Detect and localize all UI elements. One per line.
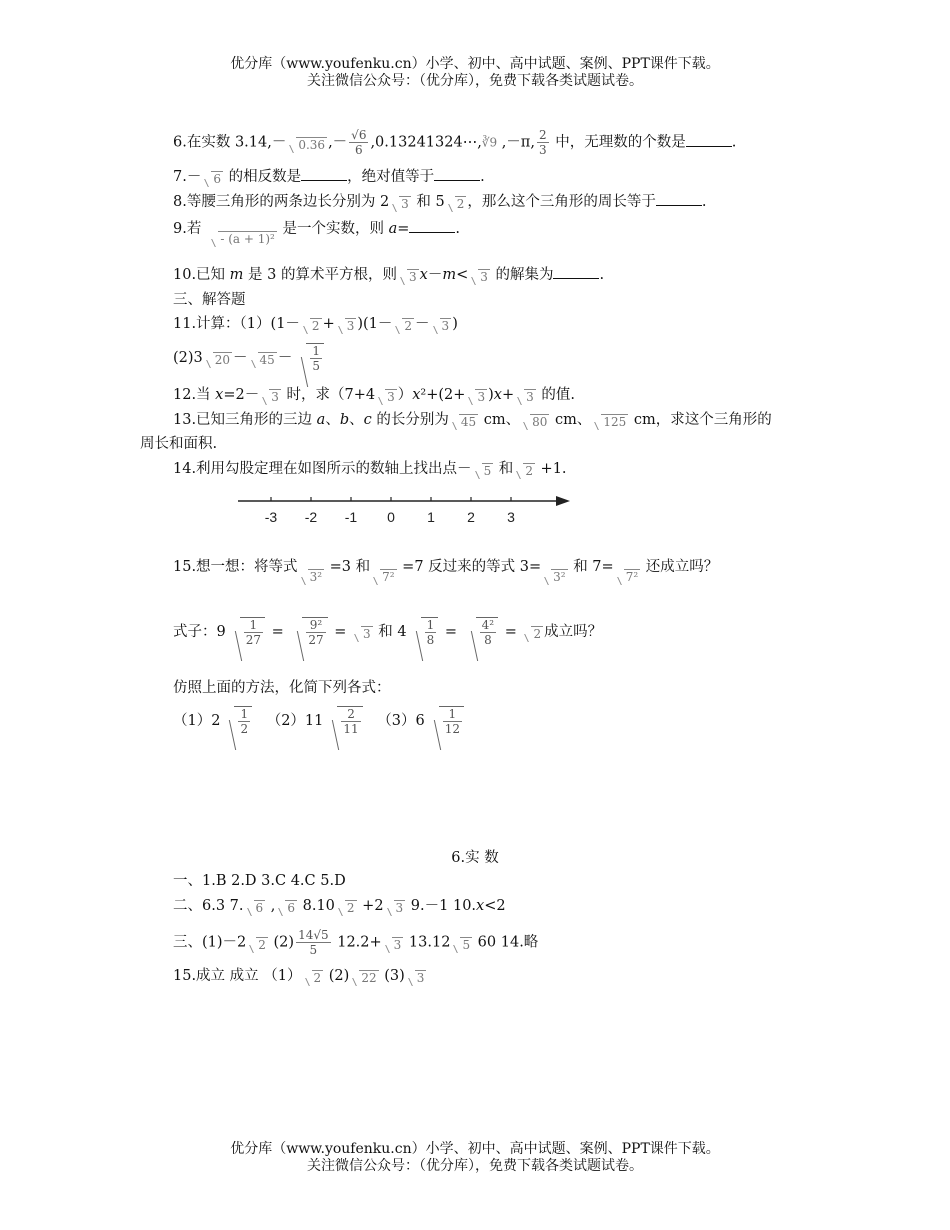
sqrt: 45: [249, 352, 277, 368]
number-line-label: -3: [264, 509, 278, 525]
footer-line-1: 优分库（www.youfenku.cn）小学、初中、高中试题、案例、PPT课件下载。: [230, 1141, 720, 1157]
question-13: 13.已知三角形的三边 a、b、c 的长分别为 45 cm、 80 cm、 125 cm，求这个三角形的: [173, 412, 772, 429]
number-line-label: 2: [467, 509, 475, 525]
sqrt-fraction: $\frac{1}{2}$: [222, 706, 252, 736]
number-line-label: 1: [427, 509, 435, 525]
sqrt-fraction: $\frac{\text{4²}}{8}$: [464, 617, 498, 647]
question-13-line-2: 周长和面积.: [140, 436, 218, 452]
sqrt: 3: [390, 196, 411, 212]
sqrt: 3: [260, 389, 281, 405]
sqrt: 3: [406, 970, 427, 986]
question-15-instruction: 仿照上面的方法，化简下列各式：: [173, 680, 391, 696]
number-line-label: 3: [507, 509, 515, 525]
sqrt-fraction: $\frac{2}{11}$: [325, 706, 362, 736]
sqrt: 3: [352, 626, 373, 642]
sqrt: 2: [336, 900, 357, 916]
answers-line-1: 一、1.B 2.D 3.C 4.C 5.D: [173, 873, 346, 889]
footer-line-2: 关注微信公众号：（优分库），免费下载各类试题试卷。: [307, 1158, 643, 1174]
sqrt: 2: [247, 937, 268, 953]
question-15-exercises: （1）2 $\frac{1}{2}$ （2）11 $\frac{2}{11}$ （3）6 $\frac{1}{12}$: [173, 706, 466, 736]
sqrt: 22: [350, 970, 378, 986]
sqrt-fraction: $\frac{1}{27}$: [228, 617, 265, 647]
answer-blank: [434, 166, 480, 181]
sqrt: 45: [450, 414, 478, 430]
answers-line-2: 二、6.3 7. 6 , 6 8.10 2 +2 3 9.－1 10.x<2: [173, 898, 506, 915]
number-line-label: -2: [304, 509, 318, 525]
sqrt-fraction: $\frac{\text{9²}}{27}$: [290, 617, 327, 647]
question-11-part-2: (2)3 20 － 45 － $\frac{1}{5}$: [173, 343, 326, 373]
sqrt: 2: [301, 318, 322, 334]
sqrt: 2: [303, 970, 324, 986]
answer-blank: [409, 218, 455, 233]
sqrt: 3: [431, 318, 452, 334]
answers-line-3: 三、(1)－2 2 (2) $\frac{14√5}{5}$ 12.2+ 3 13.12 5 60 14.略: [173, 928, 539, 957]
question-15: 15.想一想：将等式3² =3 和7² =7 反过来的等式 3=3² 和 7=7² 还成立吗？: [173, 559, 719, 584]
question-9: 9.若- (a + 1)² 是一个实数，则 a= .: [173, 218, 460, 240]
question-6: 6.在实数 3.14,－ 0.36 ,－ $\frac{√6}{6}$ ,0.13241324⋯,∛9 ,－π, $\frac{2}{3}$ 中，无理数的个数是 .: [173, 128, 737, 157]
question-7: 7.－ 6 的相反数是 ，绝对值等于 .: [173, 166, 485, 188]
fraction: $\frac{√6}{6}$: [351, 128, 367, 157]
question-15-formulas: 式子：9 $\frac{1}{27}$ = $\frac{\text{9²}}{27}$ = 3 和 4 $\frac{1}{8}$ = $\frac{\text{4²}}{8}$ = 2 成立吗？: [173, 618, 603, 647]
sqrt: 5: [473, 463, 494, 479]
answer-blank: [686, 132, 732, 147]
sqrt: 3: [466, 389, 487, 405]
answer-blank: [656, 191, 702, 206]
sqrt: 2: [446, 196, 467, 212]
sqrt: 3: [385, 900, 406, 916]
sqrt: 3: [376, 389, 397, 405]
sqrt: 2: [393, 318, 414, 334]
header-line-1: 优分库（www.youfenku.cn）小学、初中、高中试题、案例、PPT课件下载。: [230, 56, 720, 72]
sqrt: 7²: [371, 569, 396, 585]
question-12: 12.当 x=2－ 3 时，求（7+4 3 ）x²+(2+ 3 )x+ 3 的值.: [173, 387, 575, 404]
sqrt: 6: [202, 171, 223, 187]
sqrt-fraction: $\frac{1}{8}$: [409, 617, 439, 647]
question-8: 8.等腰三角形的两条边长分别为 2 3 和 5 2 ，那么这个三角形的周长等于 .: [173, 191, 707, 213]
answer-blank: [553, 264, 599, 279]
number-line: [230, 488, 580, 530]
sqrt: 3²: [542, 569, 567, 585]
question-14: 14.利用勾股定理在如图所示的数轴上找出点－ 5 和 2 +1.: [173, 461, 567, 478]
number-line-label: 0: [387, 509, 395, 525]
question-10: 10.已知 m 是 3 的算术平方根，则 3 x－m< 3 的解集为 .: [173, 264, 604, 286]
sqrt: 3: [398, 269, 419, 285]
answers-line-4: 15.成立 成立 （1） 2 (2) 22 (3) 3: [173, 968, 425, 985]
sqrt: 2: [522, 626, 543, 642]
number-line-label: -1: [344, 509, 358, 525]
sqrt: 6: [245, 900, 266, 916]
fraction: $\frac{14√5}{5}$: [298, 928, 329, 957]
sqrt: 3: [383, 937, 404, 953]
question-11-part-1: 11.计算：（1）(1－ 2 + 3 )(1－ 2 － 3 ): [173, 316, 458, 333]
answer-blank: [301, 166, 347, 181]
sqrt: 2: [514, 463, 535, 479]
sqrt: 3: [469, 269, 490, 285]
fraction: $\frac{2}{3}$: [538, 128, 547, 157]
section-3-title: 三、解答题: [173, 292, 246, 308]
sqrt: 5: [451, 937, 472, 953]
sqrt: 20: [204, 352, 232, 368]
sqrt-fraction: $\frac{1}{5}$: [294, 343, 324, 373]
sqrt: 125: [592, 414, 628, 430]
sqrt: 6: [276, 900, 297, 916]
sqrt: 3: [515, 389, 536, 405]
sqrt: 80: [521, 414, 549, 430]
sqrt: 3: [336, 318, 357, 334]
sqrt: 3²: [299, 569, 324, 585]
sqrt-fraction: $\frac{1}{12}$: [427, 706, 464, 736]
header-line-2: 关注微信公众号：（优分库），免费下载各类试题试卷。: [307, 73, 643, 89]
answers-title: 6.实 数: [451, 850, 499, 866]
sqrt: 0.36: [287, 137, 327, 153]
sqrt: 7²: [615, 569, 640, 585]
sqrt: - (a + 1)²: [209, 231, 277, 247]
